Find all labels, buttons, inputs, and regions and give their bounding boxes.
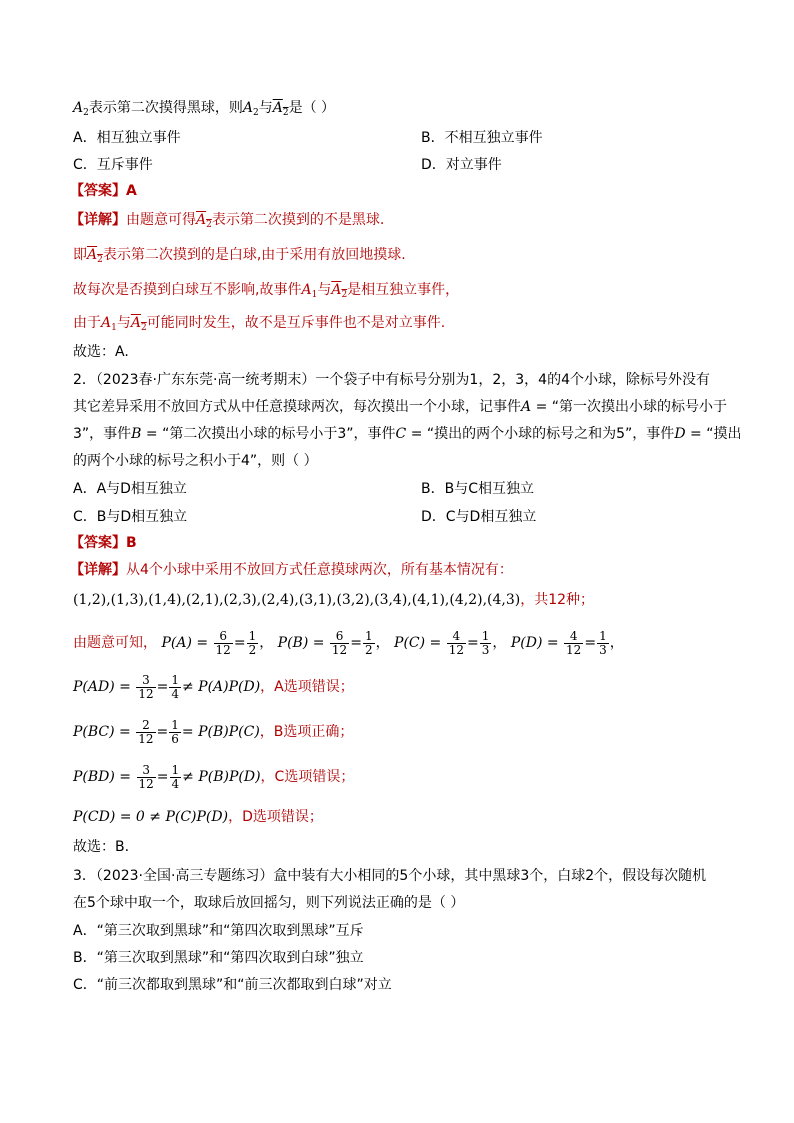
q1-answer: 【答案】A xyxy=(70,183,137,199)
q2-probabilities: 由题意可知， P(A) = $\frac{6}{12}$ = $\frac{1}{2}$ ， P(B) = $\frac{6}{12}$ = $\frac{1}{2}$ ， P(C) = $\frac{4}{12}$ = $\frac{1}{3}$ ， P(D) = $\frac{4}{12}$ = $\frac{1}{3}$ ， xyxy=(73,628,624,657)
q1-option-c: C．互斥事件 xyxy=(73,157,153,173)
intro-connector: 与 xyxy=(258,100,273,116)
var-d: D xyxy=(674,426,686,442)
q2-text: “摸出的两个小球的标号之和为5”，事件 xyxy=(426,426,675,442)
fraction: $\frac{1}{2}$ xyxy=(364,628,373,657)
detail-text: 由题意可得 xyxy=(126,212,196,228)
detail-text: 由题意可知， xyxy=(73,635,157,651)
q3-option-b: B．“第三次取到黑球”和“第四次取到白球”独立 xyxy=(73,950,364,966)
fraction: $\frac{1}{2}$ xyxy=(248,628,257,657)
prob-product: ≠ P(B)P(D) xyxy=(182,769,261,785)
detail-label: 【详解】 xyxy=(70,212,126,228)
event-a2-complement: $A_2$ xyxy=(196,212,212,230)
fraction: $\frac{2}{12}$ xyxy=(138,717,154,746)
equals: = xyxy=(685,426,707,442)
intro-text: 表示第二次摸得黑球，则 xyxy=(88,100,243,116)
detail-text: 与 xyxy=(317,282,332,298)
detail-label: 【详解】 xyxy=(70,562,126,578)
q2-check-cd xyxy=(73,807,323,827)
q1-option-a: A．相互独立事件 xyxy=(73,130,181,146)
fraction: $\frac{1}{6}$ xyxy=(171,717,179,746)
q2-options-row2 xyxy=(73,507,537,527)
q2-check-bd: P(BD) = $\frac{3}{12}$ = $\frac{1}{4}$ ≠ P(B)P(D)，C选项错误； xyxy=(73,762,355,791)
q1-detail-1 xyxy=(70,210,384,235)
intro-question: 是（ ） xyxy=(288,100,336,116)
q2-text: “摸出 xyxy=(706,426,742,442)
q2-option-b: B．B与C相互独立 xyxy=(421,481,534,497)
event-a1: $A_1$ xyxy=(301,282,318,300)
q1-option-b: B．不相互独立事件 xyxy=(421,130,543,146)
var-a: A xyxy=(521,399,532,415)
detail-text: 表示第二次摸到的不是黑球. xyxy=(211,212,385,228)
q1-choice: 故选：A. xyxy=(73,344,129,360)
q2-text: 其它差异采用不放回方式从中任意摸球两次，每次摸出一个小球，记事件 xyxy=(73,399,521,415)
event-a2-complement: $A_2$ xyxy=(331,282,348,300)
prob-product: = P(B)P(C) xyxy=(181,724,260,740)
q2-answer: 【答案】B xyxy=(70,535,137,551)
q2-stem-1: 2．（2023春·广东东莞·高一统考期末）一个袋子中有标号分别为1，2，3，4的4个小球，除标号外没有 xyxy=(73,372,710,388)
fraction: $\frac{1}{3}$ xyxy=(599,628,607,657)
detail-text: 故每次是否摸到白球互不影响,故事件 xyxy=(73,282,302,298)
detail-text: 由于 xyxy=(73,315,101,331)
intro-line xyxy=(73,98,335,123)
equals: = xyxy=(531,399,552,415)
detail-text: ，A选项错误； xyxy=(260,679,354,695)
fraction: $\frac{3}{12}$ xyxy=(138,762,154,791)
q3-stem-2: 在5个球中取一个，取球后放回摇匀，则下列说法正确的是（ ） xyxy=(73,895,465,911)
q2-option-a: A．A与D相互独立 xyxy=(73,481,187,497)
fraction: $\frac{1}{3}$ xyxy=(481,628,490,657)
detail-text: ，共12种； xyxy=(520,592,595,608)
prob-cd: P(CD) = 0 ≠ P(C)P(D) xyxy=(73,809,229,825)
fraction: $\frac{1}{4}$ xyxy=(171,762,180,791)
prob-a: P(A) = xyxy=(161,635,209,651)
equals: = xyxy=(141,426,163,442)
prob-product: ≠ P(A)P(D) xyxy=(181,679,261,695)
fraction: $\frac{6}{12}$ xyxy=(331,628,348,657)
event-a2-complement: $A_2$ xyxy=(130,315,147,333)
event-a2: $A_2$ xyxy=(242,100,259,118)
detail-text: ，C选项错误； xyxy=(260,769,355,785)
q1-options-row2 xyxy=(73,155,502,175)
pairs-list: (1,2),(1,3),(1,4),(2,1),(2,3),(2,4),(3,1),(3,2),(3,4),(4,1),(4,2),(4,3) xyxy=(73,592,521,608)
prob-bc: P(BC) = xyxy=(73,724,131,740)
q3-option-c: C．“前三次都取到黑球”和“前三次都取到白球”对立 xyxy=(73,977,392,993)
detail-text: 是相互独立事件， xyxy=(347,282,460,298)
q2-option-d: D．C与D相互独立 xyxy=(421,509,537,525)
detail-text: ，D选项错误； xyxy=(228,809,323,825)
prob-ad: P(AD) = xyxy=(73,679,131,695)
detail-text: 与 xyxy=(116,315,131,331)
q1-options-row1 xyxy=(73,128,543,148)
q2-option-c: C．B与D相互独立 xyxy=(73,509,188,525)
detail-text: 从4个小球中采用不放回方式任意摸球两次，所有基本情况有： xyxy=(126,562,513,578)
var-b: B xyxy=(131,426,142,442)
equals: = xyxy=(406,426,427,442)
event-a2: $A_2$ xyxy=(73,100,89,118)
q1-detail-3 xyxy=(73,280,459,305)
fraction: $\frac{4}{12}$ xyxy=(566,628,582,657)
detail-text: 表示第二次摸到的是白球,由于采用有放回地摸球. xyxy=(102,247,406,263)
fraction: $\frac{4}{12}$ xyxy=(448,628,465,657)
fraction: $\frac{3}{12}$ xyxy=(138,672,154,701)
q2-text: 3”，事件 xyxy=(73,426,132,442)
fraction: $\frac{6}{12}$ xyxy=(215,628,231,657)
prob-b: P(B) = xyxy=(277,635,325,651)
event-a2-complement: $A_2$ xyxy=(272,100,289,118)
event-a1: $A_1$ xyxy=(101,315,117,333)
q3-stem-1: 3．（2023·全国·高三专题练习）盒中装有大小相同的5个小球，其中黑球3个，白球2个，假设每次随机 xyxy=(73,868,707,884)
q2-detail-pairs xyxy=(73,590,594,610)
q1-detail-4 xyxy=(73,313,445,338)
fraction: $\frac{1}{4}$ xyxy=(171,672,179,701)
q1-option-d: D．对立事件 xyxy=(421,157,502,173)
q2-stem-2 xyxy=(73,397,727,417)
prob-bd: P(BD) = xyxy=(73,769,132,785)
q2-stem-4: 的两个小球的标号之积小于4”，则（ ） xyxy=(73,453,318,469)
q2-text: “第二次摸出小球的标号小于3”，事件 xyxy=(162,426,396,442)
q2-check-bc: P(BC) = $\frac{2}{12}$ = $\frac{1}{6}$ = P(B)P(C)，B选项正确； xyxy=(73,717,354,746)
q2-detail-1 xyxy=(70,560,513,580)
var-c: C xyxy=(395,426,407,442)
prob-c: P(C) = xyxy=(394,635,442,651)
detail-text: 可能同时发生，故不是互斥事件也不是对立事件. xyxy=(146,315,446,331)
detail-text: ，B选项正确； xyxy=(259,724,354,740)
q2-stem-3 xyxy=(73,424,741,444)
q1-detail-2 xyxy=(73,245,406,270)
q2-choice: 故选：B. xyxy=(73,839,130,855)
event-a2-complement: $A_2$ xyxy=(87,247,103,265)
q2-text: “第一次摸出小球的标号小于 xyxy=(551,399,728,415)
q2-options-row1 xyxy=(73,479,534,499)
q2-check-ad: P(AD) = $\frac{3}{12}$ = $\frac{1}{4}$ ≠ P(A)P(D)，A选项错误； xyxy=(73,672,354,701)
detail-text: 即 xyxy=(73,247,87,263)
prob-d: P(D) = xyxy=(510,635,559,651)
q3-option-a: A．“第三次取到黑球”和“第四次取到黑球”互斥 xyxy=(73,923,364,939)
